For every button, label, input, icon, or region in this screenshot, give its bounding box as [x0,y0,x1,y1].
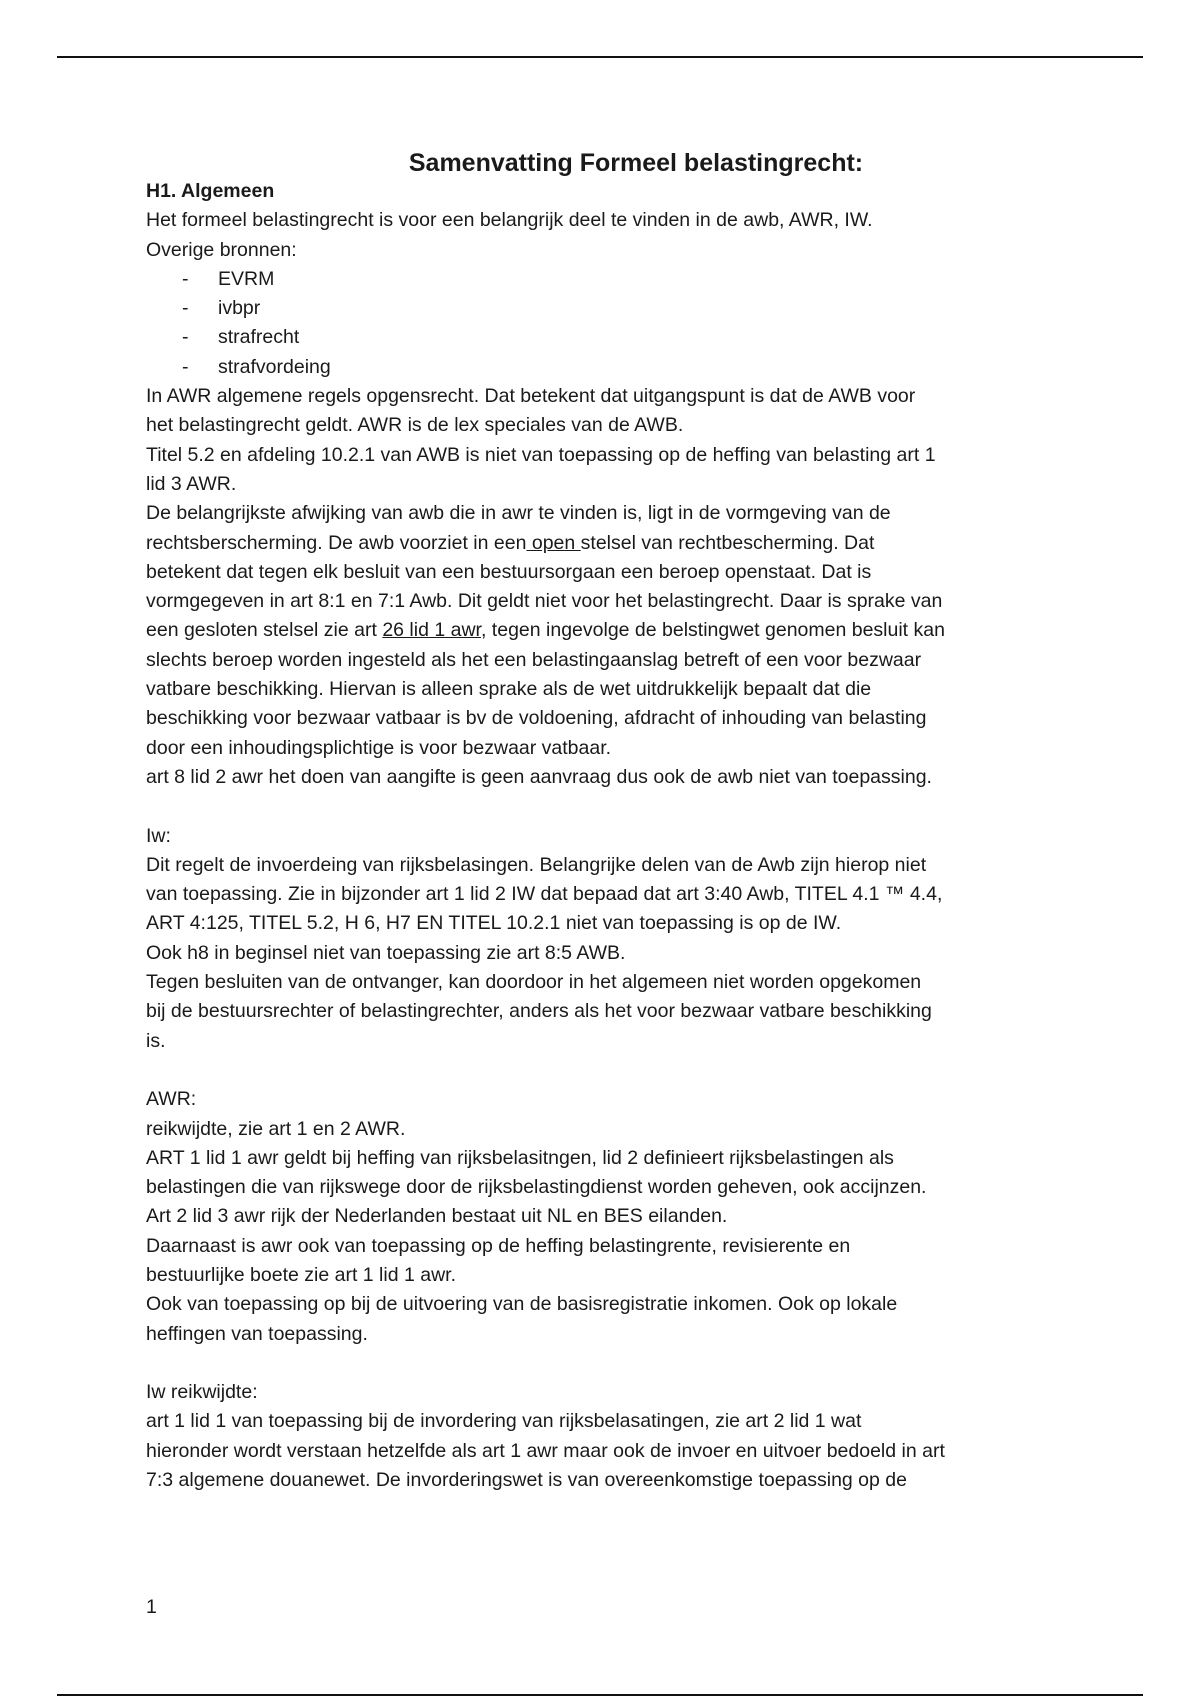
paragraph-line: bestuurlijke boete zie art 1 lid 1 awr. [146,1263,457,1286]
paragraph-line: Ook h8 in beginsel niet van toepassing zie art 8:5 AWB. [146,941,626,964]
paragraph-line: Titel 5.2 en afdeling 10.2.1 van AWB is niet van toepassing op de heffing van belasting art 1 [146,443,936,466]
paragraph-line: ART 1 lid 1 awr geldt bij heffing van rijksbelasitngen, lid 2 definieert rijksbelastingen als [146,1146,894,1169]
list-item: - ivbpr [146,294,1096,323]
paragraph-line: is. [146,1029,166,1052]
header-rule [57,56,1143,58]
paragraph-line: een gesloten stelsel zie art 26 lid 1 awr, tegen ingevolge de belstingwet genomen besluit kan [146,619,945,642]
paragraph-line: slechts beroep worden ingesteld als het een belastingaanslag betreft of een voor bezwaar [146,648,922,671]
paragraph-line: rechtsberscherming. De awb voorziet in een open stelsel van rechtbescherming. Dat [146,531,875,554]
paragraph-line: Ook van toepassing op bij de uitvoering van de basisregistratie inkomen. Ook op lokale [146,1293,898,1316]
underlined-term: open [526,531,581,554]
paragraph-line: Overige bronnen: [146,238,297,261]
paragraph-line: Dit regelt de invoerdeing van rijksbelasingen. Belangrijke delen van de Awb zijn hierop niet [146,853,927,876]
paragraph-line: vatbare beschikking. Hiervan is alleen sprake als de wet uitdrukkelijk bepaalt dat die [146,678,872,701]
spacer [146,1349,1096,1378]
spacer [146,792,1096,821]
subheading-awr: AWR: [146,1088,197,1111]
paragraph-line: In AWR algemene regels opgensrecht. Dat betekent dat uitgangspunt is dat de AWB voor [146,385,916,408]
spacer [146,1056,1096,1085]
paragraph-line: betekent dat tegen elk besluit van een bestuursorgaan een beroep openstaat. Dat is [146,560,872,583]
paragraph-line: art 1 lid 1 van toepassing bij de invordering van rijksbelasatingen, zie art 2 lid 1 wat [146,1410,862,1433]
paragraph-line: lid 3 AWR. [146,472,237,495]
paragraph-line: het belastingrecht geldt. AWR is de lex speciales van de AWB. [146,414,684,437]
paragraph-line: door een inhoudingsplichtige is voor bezwaar vatbaar. [146,736,612,759]
paragraph-line: Tegen besluiten van de ontvanger, kan doordoor in het algemeen niet worden opgekomen [146,971,922,994]
document-body [146,143,1096,1495]
list-item: - strafrecht [146,323,1096,352]
section-heading: H1. Algemeen [146,180,275,202]
paragraph-line: Daarnaast is awr ook van toepassing op de heffing belastingrente, revisierente en [146,1234,851,1257]
paragraph-line: reikwijdte, zie art 1 en 2 AWR. [146,1117,406,1140]
subheading-iw: Iw: [146,824,171,847]
document-title: Samenvatting Formeel belastingrecht: [408,149,864,177]
list-marker: - [182,326,189,349]
list-marker: - [182,355,189,378]
paragraph-line: vormgegeven in art 8:1 en 7:1 Awb. Dit geldt niet voor het belastingrecht. Daar is sprake van [146,590,943,613]
sources-list [146,265,1096,382]
paragraph-line: De belangrijkste afwijking van awb die in awr te vinden is, ligt in de vormgeving van de [146,502,891,525]
paragraph-line: Art 2 lid 3 awr rijk der Nederlanden bestaat uit NL en BES eilanden. [146,1205,728,1228]
paragraph-line: bij de bestuursrechter of belastingrechter, anders als het voor bezwaar vatbare beschikking [146,1000,932,1023]
paragraph-line: van toepassing. Zie in bijzonder art 1 lid 2 IW dat bepaad dat art 3:40 Awb, TITEL 4.1 ™ 4.4, [146,883,943,906]
paragraph-line: Het formeel belastingrecht is voor een belangrijk deel te vinden in de awb, AWR, IW. [146,209,873,232]
underlined-reference: 26 lid 1 awr [382,619,481,642]
paragraph-line: beschikking voor bezwaar vatbaar is bv de voldoening, afdracht of inhouding van belasting [146,707,927,730]
subheading-iw-reikwijdte: Iw reikwijdte: [146,1381,258,1404]
paragraph-line: ART 4:125, TITEL 5.2, H 6, H7 EN TITEL 10.2.1 niet van toepassing is op de IW. [146,912,842,935]
paragraph-line: heffingen van toepassing. [146,1322,368,1345]
footer-rule [57,1694,1143,1696]
paragraph-line: belastingen die van rijkswege door de rijksbelastingdienst worden geheven, ook accijnzen. [146,1176,927,1199]
list-item: - strafvordeing [146,353,1096,382]
list-item: - EVRM [146,265,1096,294]
list-marker: - [182,267,189,290]
list-marker: - [182,297,189,320]
page-number: 1 [146,1596,157,1618]
paragraph-line: art 8 lid 2 awr het doen van aangifte is geen aanvraag dus ook de awb niet van toepassing. [146,765,932,788]
paragraph-line: 7:3 algemene douanewet. De invorderingswet is van overeenkomstige toepassing op de [146,1469,907,1492]
paragraph-line: hieronder wordt verstaan hetzelfde als art 1 awr maar ook de invoer en uitvoer bedoeld in art [146,1439,945,1462]
